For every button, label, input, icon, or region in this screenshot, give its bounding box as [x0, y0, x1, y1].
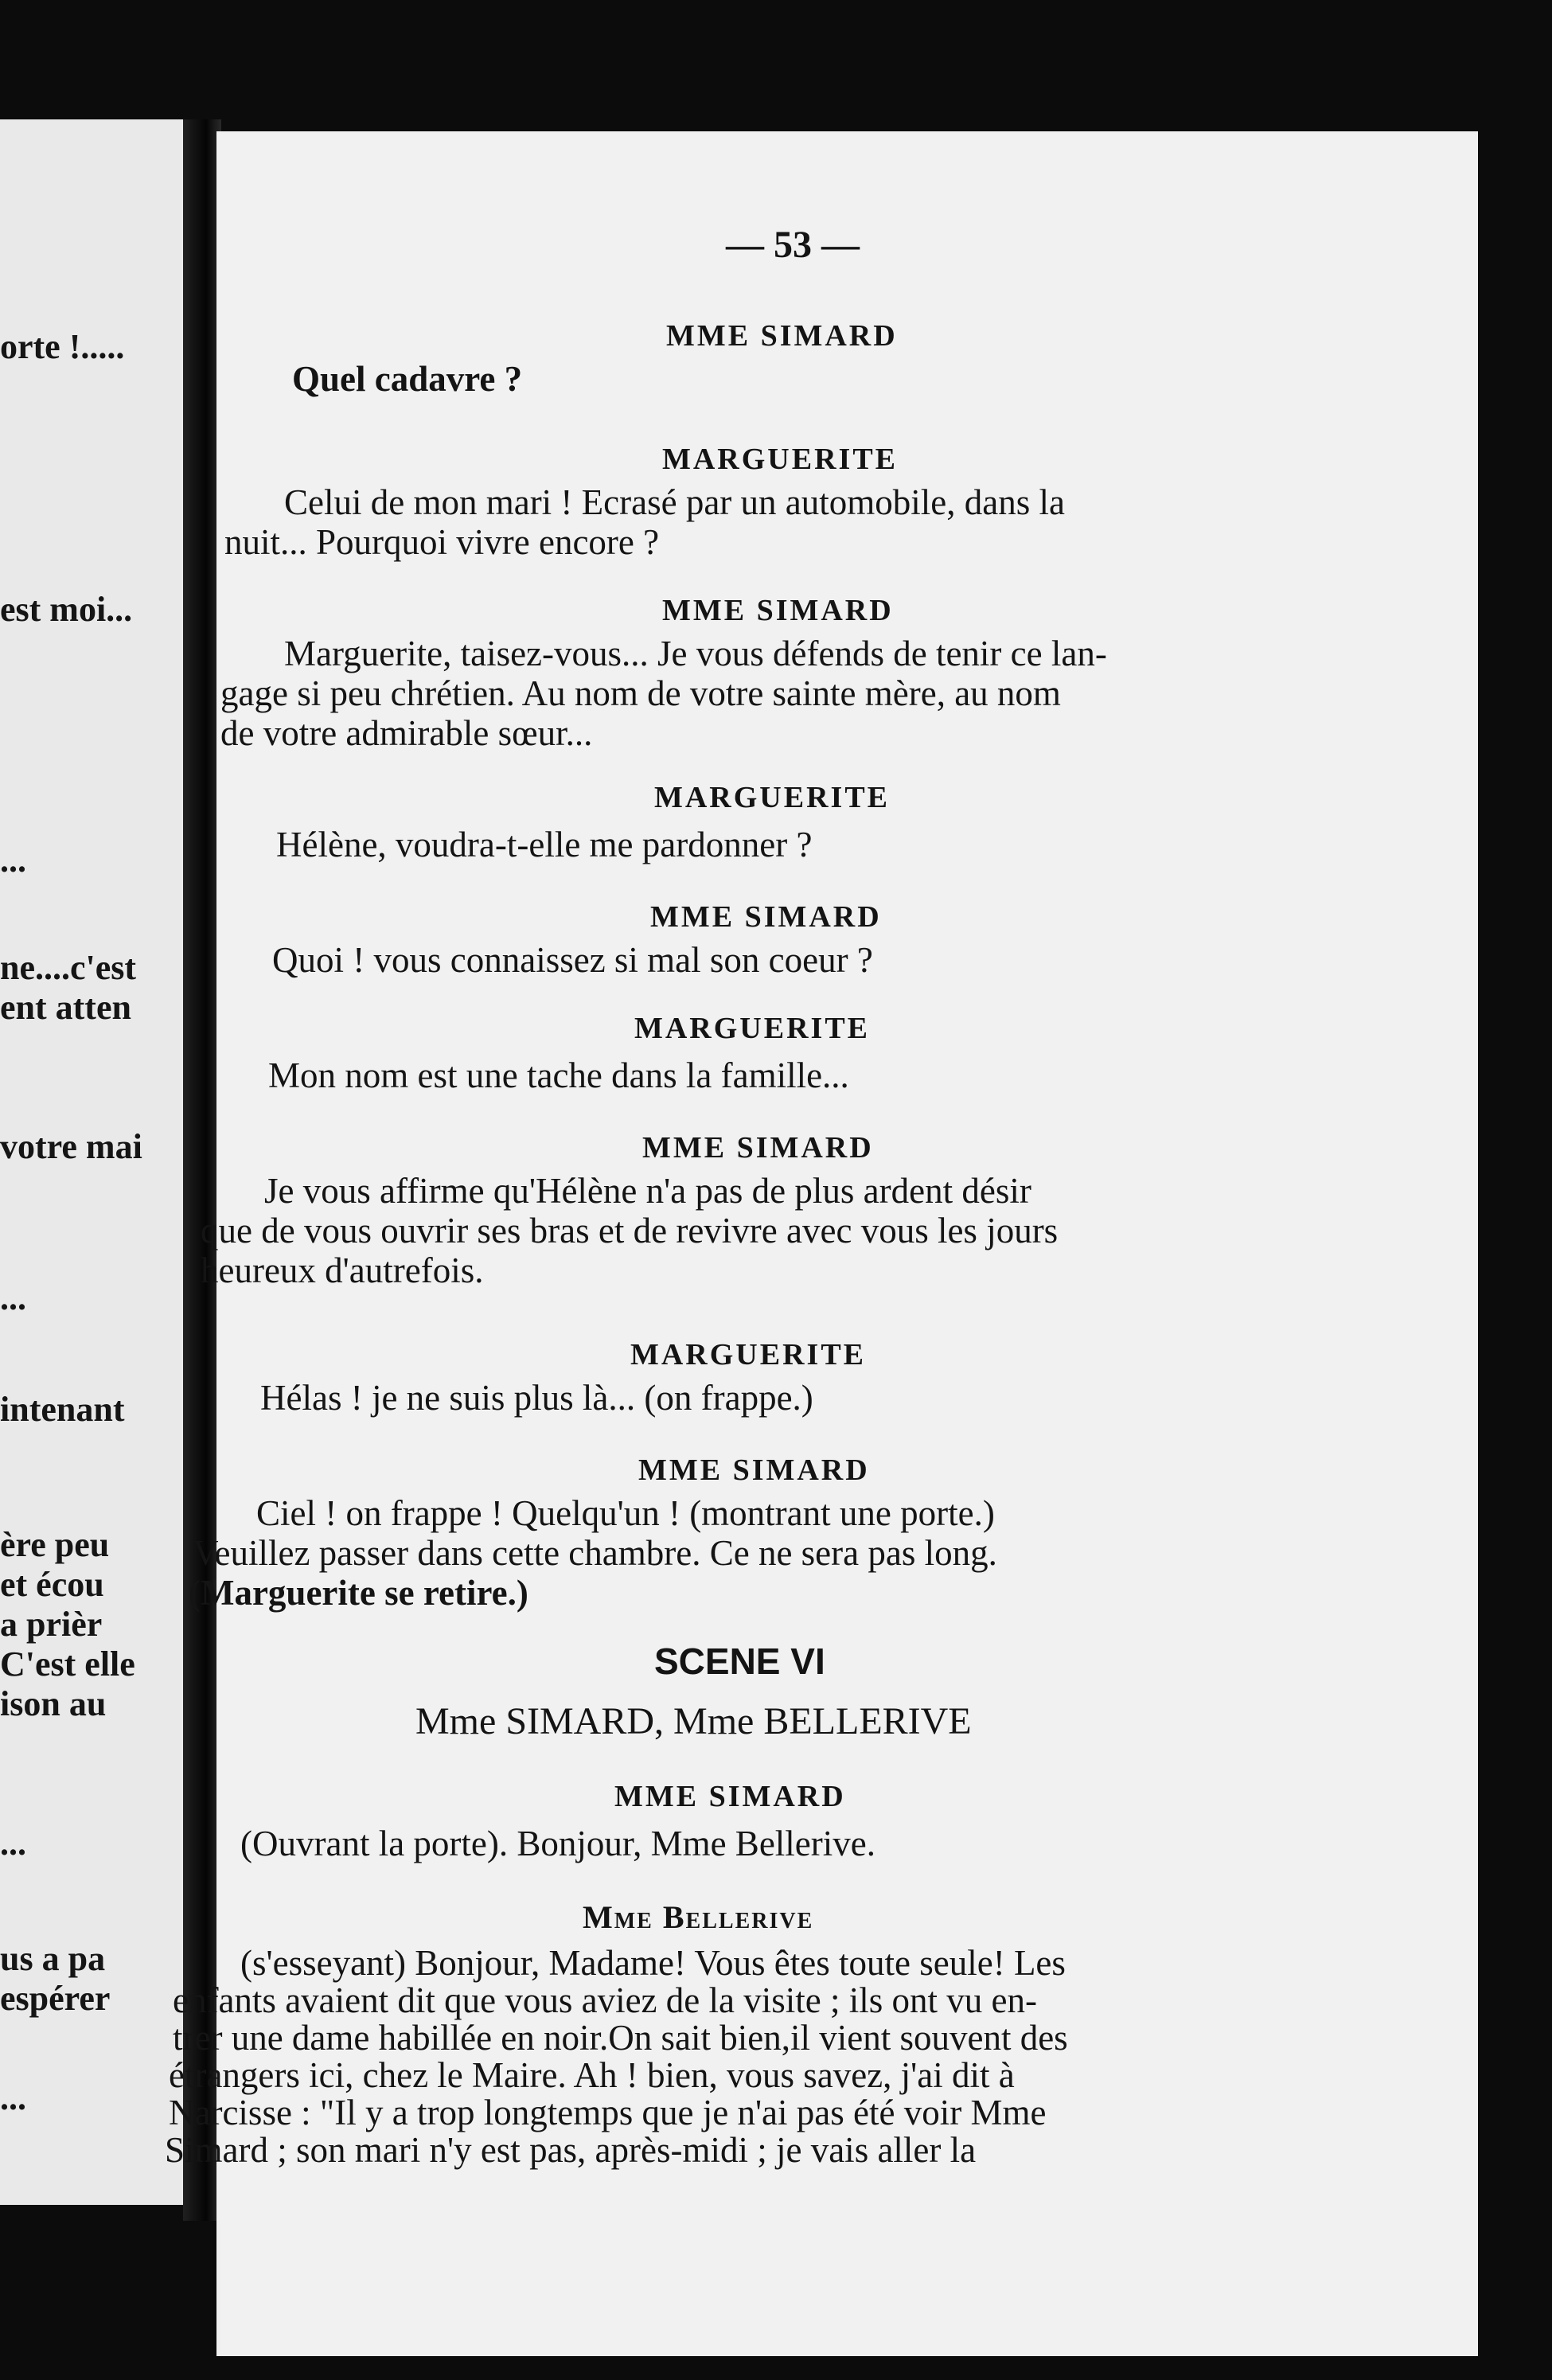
dialogue-line: Celui de mon mari ! Ecrasé par un automobile, dans la	[284, 482, 1065, 522]
dialogue-line: nuit... Pourquoi vivre encore ?	[224, 522, 660, 562]
left-page-line: ...	[0, 841, 26, 880]
dialogue-line: Je vous affirme qu'Hélène n'a pas de plus ardent désir	[264, 1171, 1031, 1211]
left-page-line: C'est elle	[0, 1645, 135, 1684]
adjacent-page-fragment	[0, 119, 203, 2205]
left-page-line: ère peu	[0, 1525, 110, 1564]
speaker-name: MME SIMARD	[662, 594, 894, 627]
dialogue-line: Hélas ! je ne suis plus là... (on frappe.)	[260, 1378, 813, 1418]
left-page-line: espérer	[0, 1979, 111, 2018]
scene-title: SCENE VI	[654, 1641, 825, 1682]
dialogue-line: Quel cadavre ?	[292, 359, 523, 399]
left-page-line: ...	[0, 2078, 26, 2117]
left-page-line: et écou	[0, 1565, 104, 1604]
stage-direction: (Marguerite se retire.)	[189, 1573, 528, 1613]
dialogue-line: trer une dame habillée en noir.On sait bien,il vient souvent des	[173, 2018, 1068, 2058]
dialogue-line: étrangers ici, chez le Maire. Ah ! bien, vous savez, j'ai dit à	[169, 2055, 1015, 2095]
left-page-line: ne....c'est	[0, 948, 137, 987]
book-gutter	[183, 119, 221, 2221]
speaker-name: MME SIMARD	[614, 1780, 846, 1813]
left-page-line: ...	[0, 1278, 26, 1317]
dialogue-line: Simard ; son mari n'y est pas, après-midi ; je vais aller la	[165, 2130, 977, 2170]
dialogue-line: Quoi ! vous connaissez si mal son coeur ?	[272, 940, 873, 980]
dialogue-line: Hélène, voudra-t-elle me pardonner ?	[276, 825, 813, 864]
dialogue-line: enfants avaient dit que vous aviez de la visite ; ils ont vu en-	[173, 1980, 1037, 2020]
speaker-name: MARGUERITE	[634, 1012, 871, 1045]
left-page-line: intenant	[0, 1390, 125, 1429]
left-page-line: ison au	[0, 1684, 107, 1723]
dialogue-line: gage si peu chrétien. Au nom de votre sainte mère, au nom	[220, 673, 1061, 713]
left-page-line: a prièr	[0, 1605, 103, 1644]
speaker-name: MME SIMARD	[642, 1131, 874, 1165]
speaker-name: MME SIMARD	[666, 319, 898, 353]
left-page-line: us a pa	[0, 1939, 106, 1978]
dialogue-line: Mon nom est une tache dans la famille...	[268, 1055, 849, 1095]
dialogue-line: (Ouvrant la porte). Bonjour, Mme Bellerive.	[240, 1824, 875, 1863]
dialogue-line: Ciel ! on frappe ! Quelqu'un ! (montrant une porte.)	[256, 1493, 995, 1533]
left-page-line: est moi...	[0, 590, 133, 629]
speaker-name: MARGUERITE	[654, 781, 891, 814]
dialogue-line: que de vous ouvrir ses bras et de revivre avec vous les jours	[201, 1211, 1059, 1250]
scene-characters: Mme SIMARD, Mme BELLERIVE	[415, 1700, 972, 1742]
left-page-line: ...	[0, 1824, 26, 1863]
dialogue-line: (s'esseyant) Bonjour, Madame! Vous êtes toute seule! Les	[240, 1943, 1066, 1983]
dialogue-line: de votre admirable sœur...	[220, 713, 593, 753]
left-page-line: orte !.....	[0, 327, 125, 366]
dialogue-line: Narcisse : "Il y a trop longtemps que je n'ai pas été voir Mme	[169, 2093, 1047, 2132]
speaker-name: MME SIMARD	[650, 900, 882, 934]
speaker-name: Mme Bellerive	[583, 1899, 814, 1935]
book-page	[165, 131, 1478, 2356]
dialogue-line: Veuillez passer dans cette chambre. Ce ne sera pas long.	[193, 1533, 997, 1573]
left-page-line: votre mai	[0, 1127, 142, 1166]
speaker-name: MARGUERITE	[630, 1338, 867, 1371]
dialogue-line: Marguerite, taisez-vous... Je vous défends de tenir ce lan-	[284, 634, 1107, 673]
dialogue-line: heureux d'autrefois.	[201, 1250, 484, 1290]
page-number: — 53 —	[726, 224, 860, 266]
left-page-line: ent atten	[0, 988, 131, 1027]
speaker-name: MME SIMARD	[638, 1453, 870, 1487]
speaker-name: MARGUERITE	[662, 443, 899, 476]
